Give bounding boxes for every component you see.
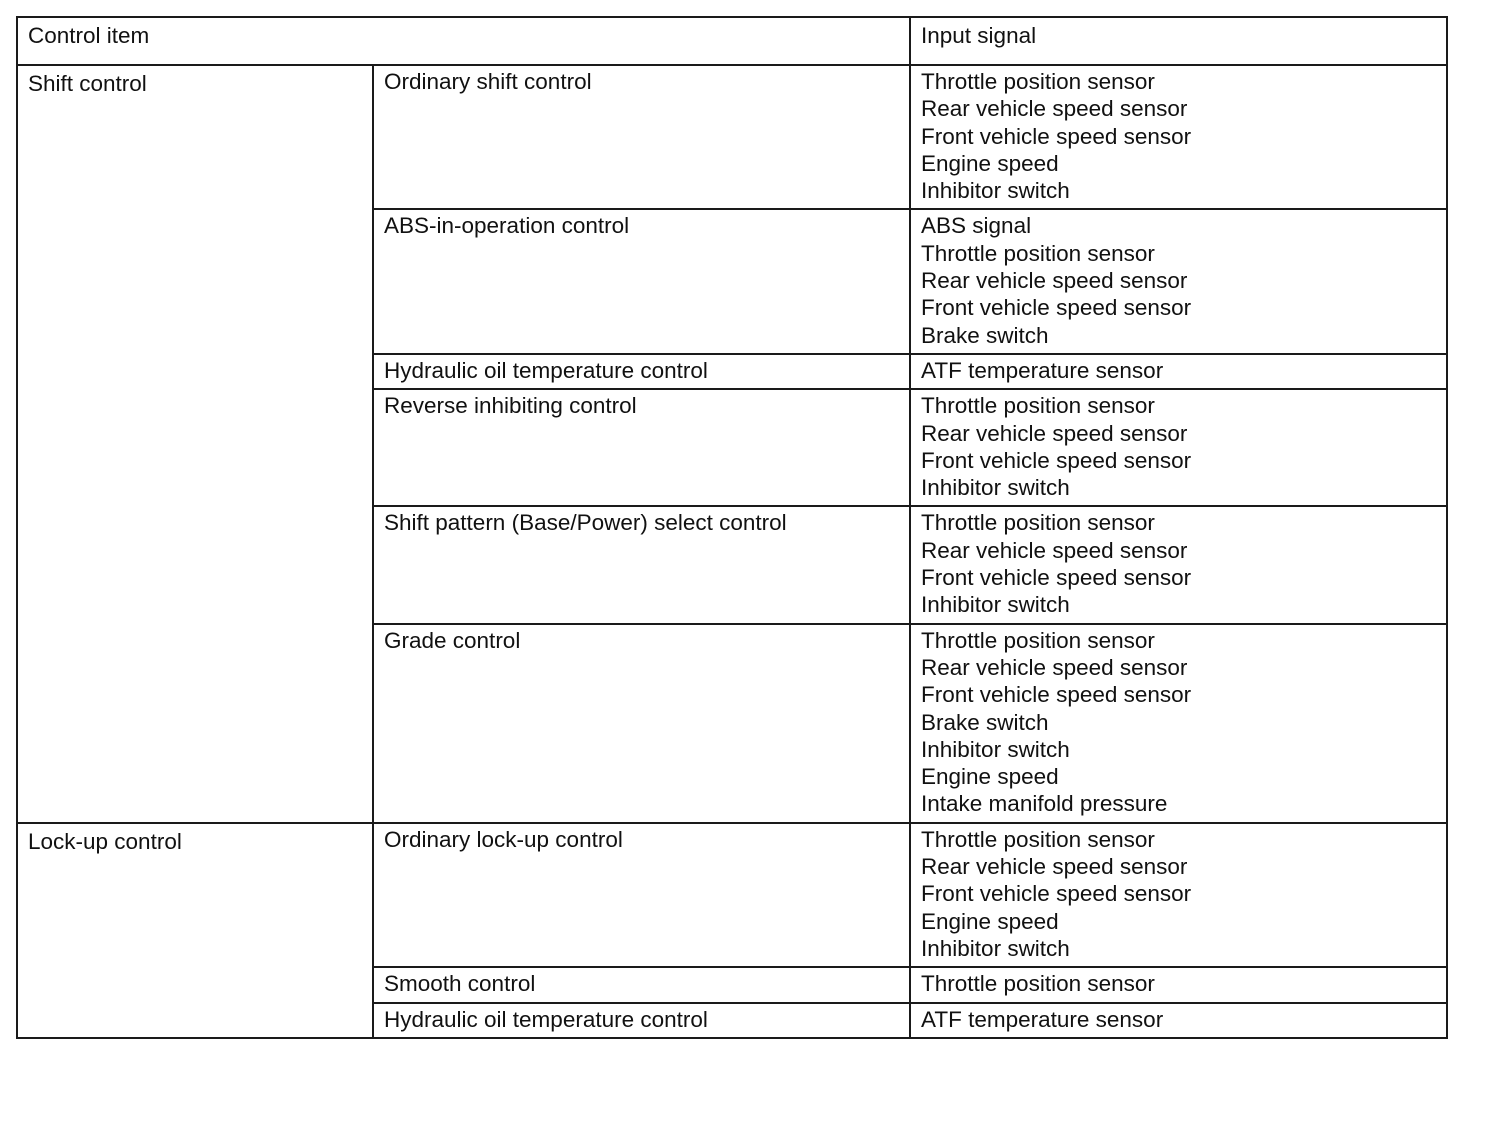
input-signal-line: Engine speed: [921, 764, 1059, 790]
input-signal-line: ATF temperature sensor: [921, 1006, 1164, 1032]
input-signal-line: ATF temperature sensor: [921, 357, 1164, 383]
control-item-cell: Ordinary lock-up control: [373, 823, 910, 967]
input-signal-line: Intake manifold pressure: [921, 791, 1168, 817]
table-body: [17, 17, 1447, 1038]
input-signal-line: Inhibitor switch: [921, 178, 1070, 204]
input-signal-cell: [910, 209, 1447, 353]
input-signal-line: Front vehicle speed sensor: [921, 565, 1192, 591]
input-signal-line: Front vehicle speed sensor: [921, 295, 1192, 321]
control-item-cell: Shift pattern (Base/Power) select control: [373, 506, 910, 623]
input-signal-line: Front vehicle speed sensor: [921, 447, 1192, 473]
header-control-item: Control item: [17, 17, 910, 65]
control-item-cell: ABS-in-operation control: [373, 209, 910, 353]
control-item-cell: Hydraulic oil temperature control: [373, 354, 910, 389]
input-signal-cell: [910, 65, 1447, 209]
input-signal-line: Throttle position sensor: [921, 826, 1155, 852]
input-signal-line: Front vehicle speed sensor: [921, 682, 1192, 708]
input-signal-line: Engine speed: [921, 150, 1059, 176]
header-input-signal: Input signal: [910, 17, 1447, 65]
input-signal-line: Rear vehicle speed sensor: [921, 420, 1188, 446]
input-signal-line: Rear vehicle speed sensor: [921, 537, 1188, 563]
input-signal-line: Throttle position sensor: [921, 69, 1155, 94]
control-item-cell: Hydraulic oil temperature control: [373, 1003, 910, 1038]
control-signal-table: [16, 16, 1448, 1039]
input-signal-cell: [910, 389, 1447, 506]
input-signal-line: Front vehicle speed sensor: [921, 123, 1192, 149]
input-signal-cell: [910, 506, 1447, 623]
input-signal-cell: [910, 624, 1447, 823]
input-signal-line: Brake switch: [921, 322, 1049, 348]
input-signal-line: Rear vehicle speed sensor: [921, 96, 1188, 122]
input-signal-line: Engine speed: [921, 908, 1059, 934]
input-signal-cell: [910, 967, 1447, 1002]
input-signal-line: Rear vehicle speed sensor: [921, 654, 1188, 680]
control-item-cell: Grade control: [373, 624, 910, 823]
input-signal-line: Rear vehicle speed sensor: [921, 268, 1188, 294]
input-signal-line: Inhibitor switch: [921, 935, 1070, 961]
input-signal-cell: [910, 354, 1447, 389]
input-signal-line: Throttle position sensor: [921, 627, 1155, 653]
header-row: [17, 17, 1447, 65]
input-signal-line: Brake switch: [921, 709, 1049, 735]
input-signal-cell: [910, 1003, 1447, 1038]
input-signal-line: Throttle position sensor: [921, 971, 1155, 997]
input-signal-line: Front vehicle speed sensor: [921, 881, 1192, 907]
control-item-cell: Smooth control: [373, 967, 910, 1002]
input-signal-line: Inhibitor switch: [921, 592, 1070, 618]
input-signal-line: ABS signal: [921, 213, 1032, 239]
control-item-cell: Reverse inhibiting control: [373, 389, 910, 506]
control-group-cell: Shift control: [17, 65, 373, 823]
input-signal-line: Throttle position sensor: [921, 393, 1155, 419]
control-item-cell: Ordinary shift control: [373, 65, 910, 209]
input-signal-line: Rear vehicle speed sensor: [921, 854, 1188, 880]
input-signal-line: Throttle position sensor: [921, 510, 1155, 536]
input-signal-line: Inhibitor switch: [921, 475, 1070, 501]
input-signal-line: Throttle position sensor: [921, 240, 1155, 266]
input-signal-cell: [910, 823, 1447, 967]
control-group-cell: Lock-up control: [17, 823, 373, 1038]
table-row: [17, 65, 1447, 209]
table-row: [17, 823, 1447, 967]
input-signal-line: Inhibitor switch: [921, 736, 1070, 762]
